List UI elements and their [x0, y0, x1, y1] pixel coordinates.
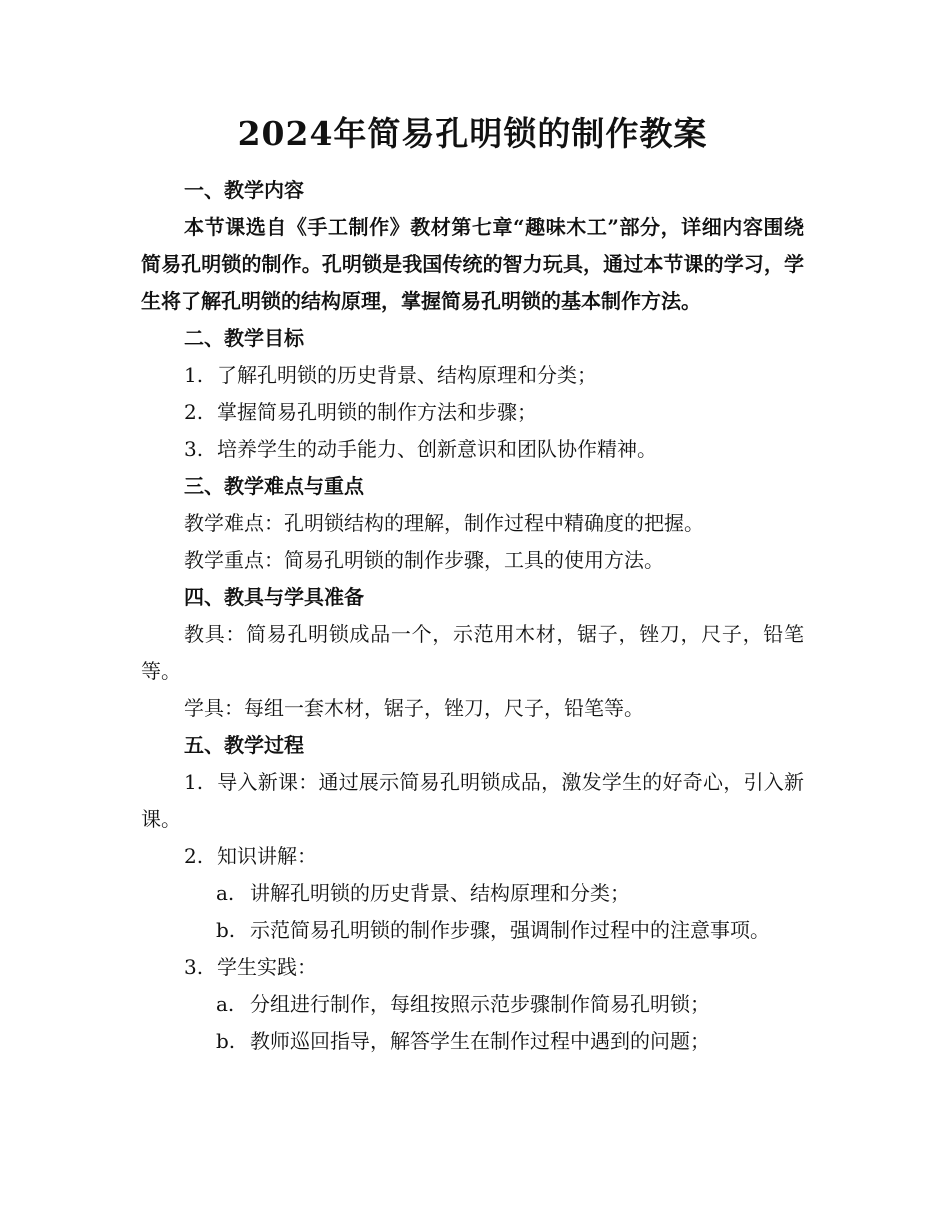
- list-text: 培养学生的动手能力、创新意识和团队协作精神。: [217, 437, 657, 461]
- content-paragraph: 本节课选自《手工制作》教材第七章“趣味木工”部分，详细内容围绕简易孔明锁的制作。孔明锁是我国传统的智力玩具，通过本节课的学习，学生将了解孔明锁的结构原理，掌握简易孔明锁的基本制作方法。: [141, 215, 804, 313]
- sub-list-text: 教师巡回指导，解答学生在制作过程中遇到的问题；: [250, 1029, 710, 1053]
- sub-list-letter: b.: [216, 1029, 236, 1053]
- sub-list-text: 分组进行制作，每组按照示范步骤制作简易孔明锁；: [250, 992, 710, 1016]
- sub-list-letter: a.: [216, 881, 235, 905]
- list-text: 知识讲解：: [217, 844, 317, 868]
- sub-list-text: 讲解孔明锁的历史背景、结构原理和分类；: [250, 881, 630, 905]
- teacher-tools-paragraph: 教具：简易孔明锁成品一个，示范用木材，锯子，锉刀，尺子，铅笔等。: [141, 622, 804, 683]
- section-heading-materials: 四、教具与学具准备: [184, 585, 364, 609]
- section-heading-content: 一、教学内容: [184, 178, 304, 202]
- list-text: 学生实践：: [217, 955, 317, 979]
- list-text: 了解孔明锁的历史背景、结构原理和分类；: [217, 363, 597, 387]
- list-item: [141, 949, 804, 986]
- list-number: 2.: [184, 400, 204, 424]
- sub-list-text: 示范简易孔明锁的制作步骤，强调制作过程中的注意事项。: [250, 918, 770, 942]
- key-points-paragraph: 教学重点：简易孔明锁的制作步骤，工具的使用方法。: [184, 548, 664, 572]
- list-number: 2.: [184, 844, 204, 868]
- document-title: 2024年简易孔明锁的制作教案: [237, 114, 708, 153]
- list-text: 导入新课：通过展示简易孔明锁成品，激发学生的好奇心，引入新课。: [141, 770, 804, 831]
- list-text: 掌握简易孔明锁的制作方法和步骤；: [217, 400, 537, 424]
- list-number: 3.: [184, 437, 204, 461]
- list-number: 3.: [184, 955, 204, 979]
- section-heading-objectives: 二、教学目标: [184, 326, 304, 350]
- student-tools-paragraph: 学具：每组一套木材，锯子，锉刀，尺子，铅笔等。: [184, 696, 644, 720]
- list-item: [141, 764, 804, 838]
- list-item: [141, 394, 804, 431]
- sub-list-item: [141, 875, 804, 912]
- section-heading-difficulty: 三、教学难点与重点: [184, 474, 364, 498]
- difficulty-paragraph: 教学难点：孔明锁结构的理解，制作过程中精确度的把握。: [184, 511, 704, 535]
- sub-list-item: [141, 912, 804, 949]
- sub-list-item: [141, 986, 804, 1023]
- section-heading-process: 五、教学过程: [184, 733, 304, 757]
- sub-list-item: [141, 1023, 804, 1060]
- list-item: [141, 838, 804, 875]
- list-number: 1.: [184, 770, 204, 794]
- list-number: 1.: [184, 363, 204, 387]
- sub-list-letter: b.: [216, 918, 236, 942]
- sub-list-letter: a.: [216, 992, 235, 1016]
- list-item: [141, 357, 804, 394]
- list-item: [141, 431, 804, 468]
